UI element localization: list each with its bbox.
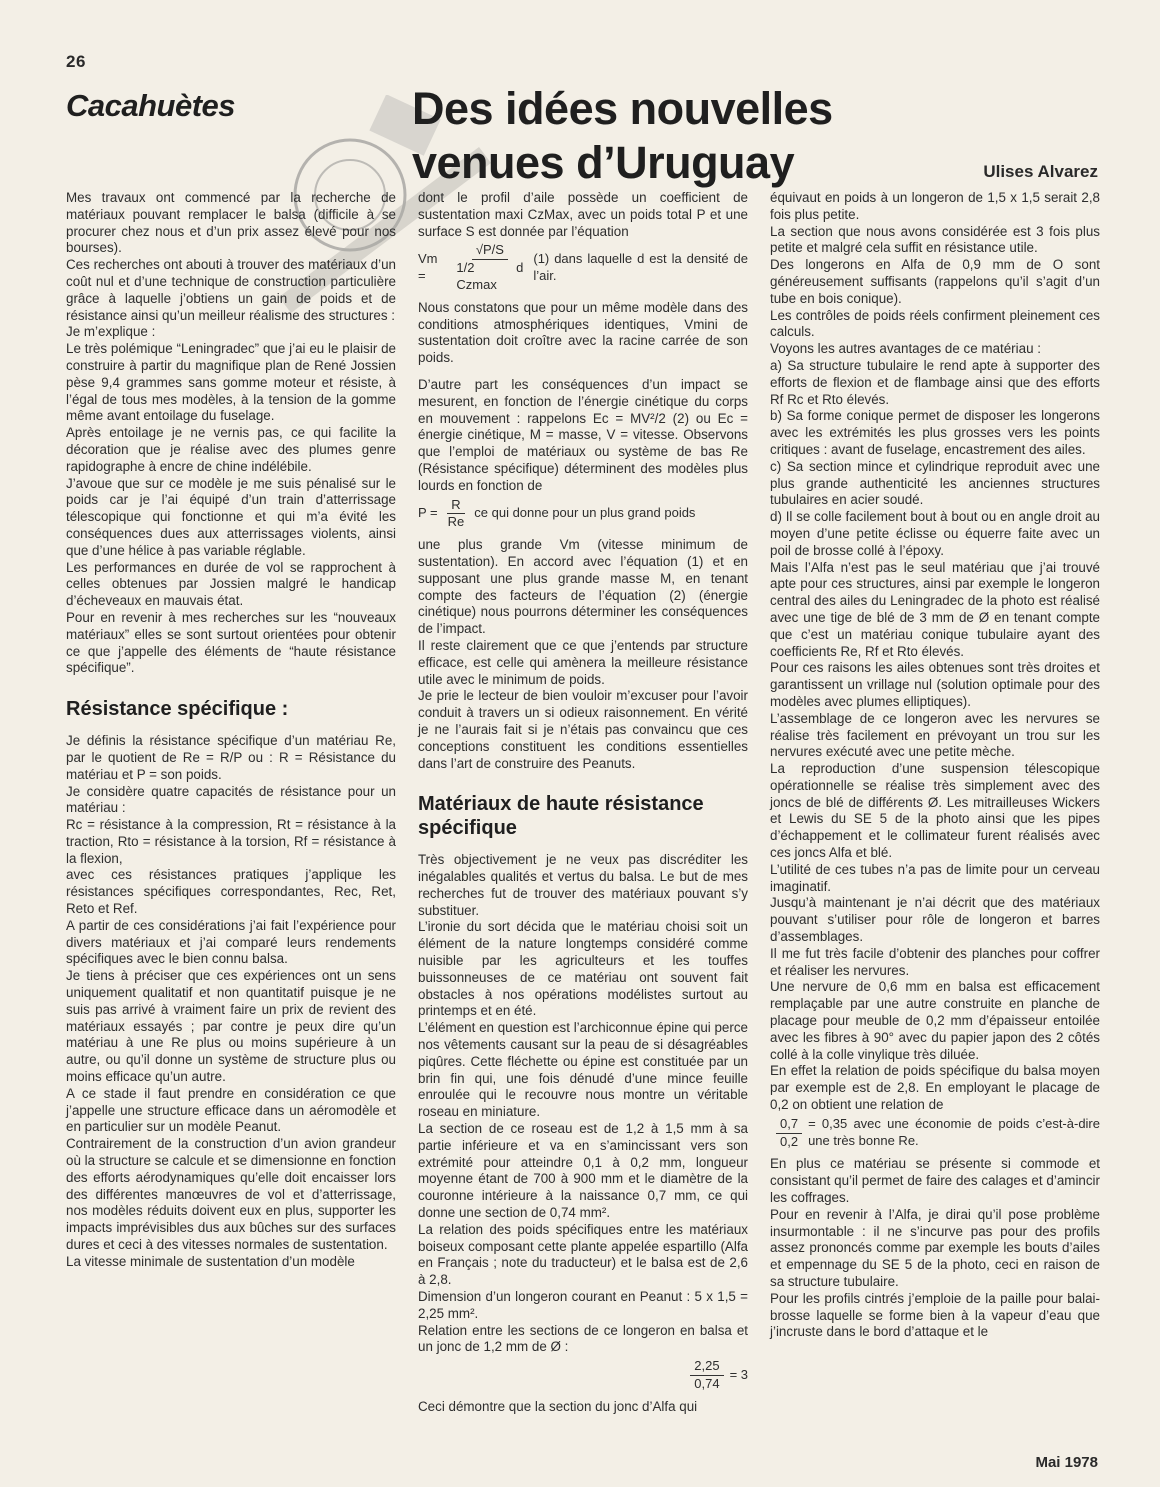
paragraph: Je définis la résistance spécifique d’un matériau Re, par le quotient de Re = R/P ou : R = Résistance du matériau et P = son poids. (66, 733, 396, 782)
paragraph: En plus ce matériau se présente si commode et consistant qu’il permet de faire des calages et d’amincir les coffrages. (770, 1156, 1100, 1206)
fraction-numerator: R (447, 497, 464, 515)
issue-date: Mai 1978 (1035, 1454, 1098, 1471)
paragraph: Il reste clairement que ce que j’entends par structure efficace, est celle qui amènera la meilleure résistance utile avec le minimum de poids. (418, 637, 748, 687)
paragraph: Nous constatons que pour un même modèle dans des conditions atmosphériques identiques, Vmini de sustentation doit croître avec la racine carrée de son poids. (418, 299, 748, 366)
paragraph: Les contrôles de poids réels confirment pleinement ces calculs. (770, 307, 1100, 340)
paragraph: b) Sa forme conique permet de disposer les longerons avec les extrémités les plus grosses vers les points critiques : avant de fuselage, encastrement des ailes. (770, 408, 1100, 457)
paragraph: Très objectivement je ne veux pas discréditer les inégalables qualités et vertus du balsa. Le but de mes recherches fut de trouver des matériaux pouvant s’y substituer. (418, 852, 748, 918)
paragraph: L’utilité de ces tubes n’a pas de limite pour un cerveau imaginatif. (770, 861, 1100, 894)
paragraph: Pour en revenir à mes recherches sur les “nouveaux matériaux” elles se sont surtout orientées pour obtenir ce que j’appelle des éléments de “haute résistance spécifique”. (66, 609, 396, 676)
paragraph: L’assemblage de ce longeron avec les nervures se réalise très facilement en prévoyant un trou sur les nervures exécuté avec une petite mèche. (770, 710, 1100, 760)
paragraph: La section de ce roseau est de 1,2 à 1,5 mm à sa partie inférieure et va en s’amincissant vers son extrémité pour atteindre 0,1 à 0,2 mm, longueur moyenne étant de 700 à 900 mm et le diamètre de la couronne intérieure à la naissance 0,7 mm, ce qui donne une section de 0,74 mm². (418, 1121, 748, 1221)
paragraph: avec ces résistances pratiques j’applique les résistances spécifiques correspondantes, Rec, Ret, Reto et Ref. (66, 867, 396, 917)
paragraph: D’autre part les conséquences d’un impact se mesurent, en fonction de l’énergie cinétique du corps en mouvement : rappelons Ec = MV²/2 (2) ou Ec = énergie cinétique, M = masse, V = vitesse. Observons que l’emploi de matériaux ou système de bas Re (Résistance spécifique) déterminent des modèles plus lourds en fonction de (418, 376, 748, 493)
fraction-denominator: Re (447, 514, 465, 530)
paragraph: L’ironie du sort décida que le matériau choisi soit un élément de la nature longtemps considéré comme nuisible par les agriculteurs et les touffes buissonneuses de ce matériau ont souvent fait obstacles à nos opérations modélistes surtout au printemps et en été. (418, 919, 748, 1019)
formula-p (418, 497, 748, 532)
formula-rhs: ce qui donne pour un plus grand poids (474, 505, 696, 521)
paragraph: Je tiens à préciser que ces expériences ont un sens uniquement qualitatif et non quantitatif puisque je ne suis pas arrivé à vraiment faire un prix de revient des matériaux essayés ; par contre je peux dire qu’un matériau à une Re plus ou moins supérieure à un autre, ou qu’il donne un système de structure plus ou moins efficace qu’un autre. (66, 968, 396, 1085)
fraction-denominator: 1/2 d Czmax (456, 260, 524, 292)
paragraph: Ces recherches ont abouti à trouver des matériaux d’un coût nul et d’une technique de construction particulière grâce à laquelle j’obtiens un gain de poids et de résistance ainsi qu’un meilleur réalisme des structures : (66, 257, 396, 323)
paragraph: La vitesse minimale de sustentation d’un modèle (66, 1253, 355, 1269)
fraction-numerator: 2,25 (690, 1358, 723, 1376)
paragraph: Je m’explique : (66, 324, 156, 340)
paragraph: Pour en revenir à l’Alfa, je dirai qu’il pose problème insurmontable : il ne s’incurve pas pour des profils assez prononcés comme par exemple les bouts d’ailes et empennage du SE 5 de la photo, ceci en raison de sa structure tubulaire. (770, 1206, 1100, 1289)
paragraph: d) Il se colle facilement bout à bout ou en angle droit au moyen d’une petite éclisse ou équerre faite avec un poil de brosse collé à l’époxy. (770, 509, 1100, 558)
paragraph: Pour ces raisons les ailes obtenues sont très droites et garantissent un vrillage nul (solution optimale pour des modèles avec plumes elliptiques). (770, 660, 1100, 709)
formula-lhs: P = (418, 505, 438, 521)
column-2 (418, 190, 748, 1416)
formula-rhs: = 3 (729, 1367, 748, 1383)
paragraph: Rc = résistance à la compression, Rt = résistance à la traction, Rto = résistance à la torsion, Rf = résistance à la flexion, (66, 817, 396, 866)
paragraph: La section que nous avons considérée est 3 fois plus petite et malgré cela suffit en résistance utile. (770, 223, 1100, 256)
formula-rhs: (1) dans laquelle d est la densité de l’air. (533, 251, 748, 284)
section-tag: Cacahuètes (66, 88, 236, 123)
formula-fraction (444, 497, 469, 532)
paragraph: Voyons les autres avantages de ce matériau : (770, 341, 1041, 357)
formula-fraction (776, 1116, 802, 1151)
paragraph: La reproduction d’une suspension télescopique opérationnelle se réalise très simplement avec des joncs de blé de différents Ø. Les mitrailleuses Wickers et Lewis du SE 5 de la photo ainsi que les pipes d’échappement et le collimateur furent réalisés avec ces joncs Alfa et blé. (770, 761, 1100, 861)
paragraph: Pour les profils cintrés j’emploie de la paille pour balai-brosse laquelle se forme bien à la vapeur d’eau que j’incruste dans le bord d’attaque et le (770, 1290, 1100, 1340)
formula-fraction (690, 1358, 723, 1393)
paragraph: Mais l’Alfa n’est pas le seul matériau que j’ai trouvé apte pour ces structures, ainsi par exemple le longeron central des ailes du Leningradec de la photo est réalisé avec une tige de blé de 3 mm de Ø en tenant compte que c’est un matériau conique tubulaire ayant des coefficients Re, Rf et Rto élevés. (770, 559, 1100, 659)
page-number: 26 (66, 52, 86, 71)
paragraph: En effet la relation de poids spécifique du balsa moyen par exemple est de 2,8. En employant le placage de 0,2 on obtient une relation de (770, 1063, 1100, 1113)
paragraph: Des longerons en Alfa de 0,9 mm de O sont généreusement suffisants (rappelons qu’il s’agit d’un tube en bois conique). (770, 257, 1100, 306)
paragraph: c) Sa section mince et cylindrique reproduit avec une plus grande authenticité les anciennes structures tubulaires en acier soudé. (770, 458, 1100, 508)
paragraph: L’élément en question est l’archiconnue épine qui perce nos vêtements causant sur la peau de si désagréables piqûres. Cette fléchette ou épine est constituée par un brin fin qui, une fois dénudé d’une mince feuille enroulée qui le recouvre nous montre un véritable roseau en miniature. (418, 1020, 748, 1120)
paragraph: La relation des poids spécifiques entre les matériaux boiseux composant cette plante appelée espartillo (Alfa en Français ; note du traducteur) et le balsa est de 2,6 à 2,8. (418, 1221, 748, 1288)
paragraph: Il me fut très facile d’obtenir des planches pour coffrer et réaliser les nervures. (770, 945, 1100, 978)
section-heading: Matériaux de haute résistance spécifique (418, 793, 704, 840)
fraction-numerator: √P/S (472, 242, 508, 260)
formula-veneer-ratio (770, 1116, 1100, 1151)
paragraph: dont le profil d’aile possède un coefficient de sustentation maxi CzMax, avec un poids total P et une surface S est donnée par l’équation (418, 190, 748, 239)
paragraph: Contrairement de la construction d’un avion grandeur où la structure se calcule et se dimensionne en fonction des efforts aérodynamiques qu’elle doit encaisser lors des différentes manœuvres de vol et d’atterrissage, nos modèles réduits doivent eux en plus, supporter les impacts imprévisibles dus aux bûches sur des surfaces dures et ceci à des vitesses normales de sustentation. (66, 1136, 396, 1253)
paragraph: a) Sa structure tubulaire le rend apte à supporter des efforts de flexion et de flambage ainsi que des efforts Rf Rc et Rto élevés. (770, 357, 1100, 407)
paragraph: équivaut en poids à un longeron de 1,5 x 1,5 serait 2,8 fois plus petite. (770, 190, 1100, 222)
formula-vm (418, 242, 748, 293)
paragraph: Après entoilage je ne vernis pas, ce qui facilite la décoration que je réalise avec des plumes genre rapidographe à encre de chine indélébile. (66, 425, 396, 474)
paragraph: Le très polémique “Leningradec” que j’ai eu le plaisir de construire à partir du magnifique plan de René Jossien pèse 9,4 grammes sans gomme moteur et résiste, à l’égal de tous mes modèles, à la tension de la gomme même avant entoilage du fuselage. (66, 341, 396, 424)
article-title: Des idées nouvelles venues d’Uruguay (412, 83, 833, 188)
formula-fraction (452, 242, 527, 293)
formula-lhs: Vm = (418, 251, 438, 284)
paragraph: J’avoue que sur ce modèle je me suis pénalisé sur le poids car je l’ai équipé d’un train d’atterrissage télescopique qui fonctionne et qui m’a évité les conséquences dues aux atterrissages violents, ainsi que d’une hélice à pas variable réglable. (66, 475, 396, 558)
formula-section-ratio (418, 1358, 748, 1393)
formula-rhs: = 0,35 avec une économie de poids c’est-à-dire une très bonne Re. (808, 1116, 1100, 1149)
author: Ulises Alvarez (983, 162, 1098, 181)
paragraph: A ce stade il faut prendre en considération ce que j’appelle une structure efficace dans un aéromodèle et en particulier sur un modèle Peanut. (66, 1085, 396, 1135)
paragraph: Mes travaux ont commencé par la recherche de matériaux pouvant remplacer le balsa (difficile à se procurer chez nous et d’un prix assez élevé pour nos bourses). (66, 190, 396, 256)
paragraph: Relation entre les sections de ce longeron en balsa et un jonc de 1,2 mm de Ø : (418, 1322, 748, 1355)
fraction-denominator: 0,2 (780, 1133, 799, 1149)
paragraph: Une nervure de 0,6 mm en balsa est efficacement remplaçable par une autre construite en planche de placage pour meuble de 0,2 mm d’épaisseur entoilée avec les fibres à 90° avec du papier japon des 2 côtés collé à la colle vinylique très diluée. (770, 979, 1100, 1062)
paragraph: A partir de ces considérations j’ai fait l’expérience pour divers matériaux et j’ai comparé leurs rendements spécifiques avec le bien connu balsa. (66, 917, 396, 967)
fraction-numerator: 0,7 (776, 1116, 802, 1134)
fraction-denominator: 0,74 (694, 1376, 720, 1391)
paragraph: Ceci démontre que la section du jonc d’Alfa qui (418, 1398, 698, 1414)
paragraph: Je considère quatre capacités de résistance pour un matériau : (66, 783, 396, 816)
paragraph: Je prie le lecteur de bien vouloir m’excuser pour l’avoir conduit à travers un si odieux raisonnement. En vérité je ne l’aurais fait si je n’étais pas convaincu que ces conceptions constituent les conditions essentielles dans l’art de construire des Peanuts. (418, 688, 748, 771)
column-3 (770, 190, 1100, 1341)
column-1 (66, 190, 396, 1271)
paragraph: Jusqu’à maintenant je n’ai décrit que des matériaux pouvant s’utiliser pour rôle de longeron et barres d’assemblages. (770, 895, 1100, 945)
section-heading: Résistance spécifique : (66, 698, 289, 721)
paragraph: une plus grande Vm (vitesse minimum de sustentation). En accord avec l’équation (1) et en supposant une plus grande masse M, en tenant compte des facteurs de l’équation (2) (énergie cinétique) nous pourrons déterminer les conséquences de l’impact. (418, 537, 748, 637)
paragraph: Dimension d’un longeron courant en Peanut : 5 x 1,5 = 2,25 mm². (418, 1289, 748, 1321)
paragraph: Les performances en durée de vol se rapprochent à celles obtenues par Jossien malgré le handicap d’écheveaux en mauvais état. (66, 559, 396, 609)
